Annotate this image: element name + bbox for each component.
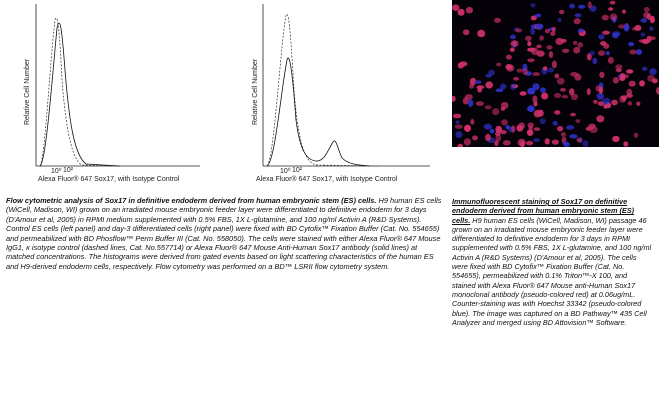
nucleus-red <box>545 29 550 33</box>
nucleus-blue <box>649 68 656 75</box>
sox17-curve-right <box>267 58 370 166</box>
nucleus-red <box>525 36 532 41</box>
nucleus-red <box>550 32 555 36</box>
nucleus-red <box>656 87 659 94</box>
nucleus-red <box>485 81 493 88</box>
nucleus-red <box>610 1 616 5</box>
nucleus-red <box>518 122 525 129</box>
nucleus-red <box>527 41 531 46</box>
nucleus-red <box>503 140 511 145</box>
nucleus-red <box>608 57 614 64</box>
nucleus-red <box>515 28 522 32</box>
nucleus-red <box>588 124 596 130</box>
nucleus-blue <box>592 58 597 65</box>
histogram-left <box>0 0 220 200</box>
nucleus-red <box>543 66 547 70</box>
nucleus-red <box>628 101 632 105</box>
nucleus-red <box>555 74 559 79</box>
nucleus-red <box>576 138 582 143</box>
xlabel-right: Alexa Fluor® 647 Sox17, with Isotype Control <box>256 176 398 183</box>
nucleus-blue <box>642 67 647 71</box>
nucleus-red <box>629 81 636 87</box>
caption-left-body: H9 human ES cells (WiCell, Madison, WI) grown on an irradiated mouse embryonic feeder layer were differentiated to definitive endoderm for 3 days (D'Amour et al, 2005) in RPMI medium supplemented with 0.5% FBS, 1X L-glutamine, and 100 ng/ml Activin A (R&D Systems). Control ES cells (left panel) and day-3 differentiated cells (right panel) were fixed with BD Cytofix™ Fixation Buffer (Cat. No. 554655) and permeabilized with BD Phosflow™ Perm Buffer III (Cat. No. 558050). The cells were stained with either Alexa Fluor® 647 Mouse IgG1, κ isotype control (dashed lines, Cat. No.557714) or Alexa Fluor® 647 Mouse Anti-Human Sox17 antibody (solid lines) at matched concentrations. The histograms were derived from gated events based on light scattering characteristics of the human ES and H9-derived endoderm cells, respectively. Flow cytometry was performed on a BD™ LSRII flow cytometry system. <box>6 196 442 271</box>
nucleus-red <box>472 135 478 140</box>
nucleus-red <box>588 1 592 8</box>
nucleus-red <box>527 58 535 62</box>
nucleus-red <box>626 94 633 98</box>
nucleus-red <box>573 47 580 54</box>
xlabel-left: Alexa Fluor® 647 Sox17, with Isotype Control <box>38 176 180 183</box>
nucleus-red <box>639 39 647 43</box>
nucleus-red <box>632 27 639 31</box>
nucleus-red <box>476 101 484 106</box>
nucleus-red <box>569 88 574 95</box>
nucleus-red <box>549 51 553 58</box>
nucleus-red <box>560 88 566 92</box>
nucleus-red <box>523 68 528 75</box>
nucleus-blue <box>583 140 589 147</box>
nucleus-red <box>526 141 533 146</box>
nucleus-red <box>452 4 459 11</box>
nucleus-red <box>552 140 559 145</box>
tick-right-1: 10² <box>292 167 303 174</box>
nucleus-red <box>596 115 604 122</box>
nucleus-red <box>602 31 610 35</box>
nucleus-red <box>552 27 556 32</box>
cell-nuclei <box>452 0 659 147</box>
nucleus-blue <box>569 134 577 138</box>
nucleus-blue <box>602 98 610 104</box>
nucleus-red <box>600 41 606 46</box>
nucleus-blue <box>569 4 575 9</box>
nucleus-red <box>492 108 499 115</box>
isotype-curve-left <box>40 18 120 166</box>
nucleus-red <box>647 75 654 82</box>
nucleus-red <box>557 78 565 85</box>
nucleus-blue <box>530 28 535 34</box>
nucleus-red <box>464 138 471 145</box>
ylabel-left: Relative Cell Number <box>24 58 31 125</box>
nucleus-blue <box>566 125 574 130</box>
nucleus-red <box>644 7 650 12</box>
nucleus-red <box>559 10 564 14</box>
caption-left <box>6 196 442 271</box>
histogram-right <box>230 0 450 200</box>
nucleus-red <box>534 110 541 118</box>
nucleus-red <box>463 29 470 35</box>
nucleus-red <box>496 63 501 67</box>
nucleus-red <box>554 93 561 98</box>
nucleus-red <box>458 144 464 147</box>
nucleus-red <box>557 126 563 132</box>
nucleus-red <box>531 48 538 55</box>
nucleus-blue <box>548 68 554 73</box>
nucleus-blue <box>540 87 546 93</box>
nucleus-red <box>534 127 541 131</box>
nucleus-red <box>562 95 568 99</box>
tick-right-0: 10⁰ <box>280 168 291 175</box>
nucleus-red <box>469 84 474 89</box>
nucleus-blue <box>468 100 473 107</box>
nucleus-red <box>513 77 519 81</box>
nucleus-red <box>532 72 540 76</box>
nucleus-blue <box>506 125 511 130</box>
ylabel-right: Relative Cell Number <box>252 58 259 125</box>
nucleus-red <box>610 13 618 20</box>
nucleus-red <box>622 10 626 14</box>
nucleus-blue <box>598 34 604 39</box>
nucleus-red <box>636 102 640 107</box>
nucleus-blue <box>590 51 595 56</box>
tick-left-0: 10⁰ <box>51 168 62 175</box>
nucleus-red <box>517 69 523 73</box>
nucleus-red <box>575 119 580 123</box>
nucleus-blue <box>535 14 541 18</box>
nucleus-red <box>626 69 633 73</box>
isotype-curve-right <box>267 14 380 166</box>
nucleus-red <box>455 125 463 129</box>
nucleus-red <box>623 141 628 146</box>
nucleus-blue <box>578 29 584 33</box>
nucleus-blue <box>490 129 494 134</box>
caption-right-title: Immunofluorescent staining of Sox17 on definitive endoderm derived from human embryonic stem (ES) cells. <box>452 197 635 225</box>
nucleus-red <box>616 68 622 72</box>
nucleus-blue <box>641 33 645 37</box>
nucleus-red <box>520 91 527 95</box>
nucleus-red <box>511 125 515 133</box>
nucleus-red <box>613 77 619 84</box>
nucleus-red <box>527 129 533 136</box>
nucleus-red <box>612 136 620 142</box>
nucleus-red <box>639 80 645 86</box>
nucleus-blue <box>510 35 516 40</box>
histogram-right-plot <box>230 0 450 200</box>
sox17-curve-left <box>40 23 120 166</box>
nucleus-blue <box>606 51 610 55</box>
caption-right <box>452 197 652 327</box>
nucleus-red <box>587 88 591 95</box>
nucleus-blue <box>557 18 561 22</box>
nucleus-blue <box>597 93 604 100</box>
nucleus-red <box>495 134 501 141</box>
nucleus-red <box>452 96 456 102</box>
nucleus-blue <box>510 84 516 91</box>
nucleus-red <box>598 50 605 56</box>
caption-right-body: H9 human ES cells (WiCell, Madison, WI) passage 46 grown on an irradiated mouse embryonic feeder layer were differentiated to definitive endoderm for 3 days in RPMI supplemented with 0.5% FBS, 1X L-glutamine, and 100 ng/ml Activin A (R&D Systems) (D'Amour et al, 2005). The cells were fixed with BD Cytofix™ Fixation Buffer (Cat. No. 554655), permeabilized with 0.1% Triton™-X 100, and stained with Alexa Fluor® 647 Mouse anti-Human Sox17 monoclonal antibody (pseudo-colored red) at 0.06ug/mL. Counter-staining was with Hoechst 33342 (pseudo-colored blue). The image was captured on a BD Pathway™ 435 Cell Analyzer and merged using BD Attovision™ Software. <box>452 215 652 327</box>
nucleus-red <box>546 45 552 49</box>
nucleus-blue <box>530 3 535 7</box>
nucleus-blue <box>575 13 582 17</box>
nucleus-blue <box>456 120 460 124</box>
nucleus-red <box>470 119 474 125</box>
nucleus-blue <box>628 42 634 46</box>
caption-left-title: Flow cytometric analysis of Sox17 in definitive endoderm derived from human embryonic stem (ES) cells. <box>6 196 377 205</box>
nucleus-red <box>599 72 604 78</box>
nucleus-red <box>539 35 544 40</box>
nucleus-red <box>620 73 626 80</box>
nucleus-red <box>510 47 515 52</box>
nucleus-red <box>552 61 557 69</box>
nucleus-red <box>506 65 514 72</box>
nucleus-red <box>536 45 542 49</box>
nucleus-blue <box>552 121 558 126</box>
nucleus-red <box>573 41 577 45</box>
nucleus-blue <box>540 118 546 124</box>
nucleus-red <box>603 105 607 109</box>
nucleus-blue <box>612 31 620 36</box>
nucleus-red <box>464 125 471 132</box>
nucleus-red <box>570 113 576 117</box>
nucleus-blue <box>532 83 539 90</box>
nucleus-red <box>458 9 465 16</box>
nucleus-red <box>501 102 509 109</box>
nucleus-red <box>501 119 508 125</box>
nucleus-red <box>511 40 519 47</box>
nucleus-red <box>574 74 581 81</box>
nucleus-red <box>561 132 566 137</box>
nucleus-red <box>602 15 609 21</box>
nucleus-blue <box>578 5 585 9</box>
nucleus-red <box>485 105 492 109</box>
nucleus-red <box>463 97 469 104</box>
nucleus-red <box>555 38 563 45</box>
nucleus-red <box>518 139 526 147</box>
nucleus-blue <box>533 138 540 142</box>
nucleus-red <box>593 100 598 104</box>
nucleus-red <box>611 100 618 106</box>
nucleus-red <box>477 30 485 37</box>
nucleus-blue <box>641 18 648 22</box>
nucleus-blue <box>636 49 642 55</box>
nucleus-red <box>545 138 550 144</box>
nucleus-red <box>608 7 613 11</box>
nucleus-red <box>574 18 581 24</box>
nucleus-blue <box>488 70 495 76</box>
immunofluorescence-micrograph <box>452 0 659 147</box>
nucleus-red <box>485 134 491 141</box>
nucleus-red <box>506 55 512 60</box>
nucleus-blue <box>649 26 653 31</box>
nucleus-blue <box>475 80 482 84</box>
nucleus-blue <box>484 124 492 130</box>
nucleus-red <box>596 85 602 91</box>
nucleus-red <box>647 13 652 20</box>
nucleus-red <box>562 49 569 53</box>
nucleus-red <box>554 110 560 115</box>
tick-left-1: 10² <box>63 167 74 174</box>
nucleus-red <box>494 18 501 23</box>
nucleus-red <box>476 85 484 89</box>
nucleus-blue <box>455 131 462 138</box>
nucleus-blue <box>500 84 506 90</box>
nucleus-red <box>629 50 636 55</box>
nucleus-blue <box>624 24 630 31</box>
nucleus-red <box>466 7 473 14</box>
nucleus-red <box>532 95 537 103</box>
nucleus-red <box>453 114 461 119</box>
histogram-left-plot <box>0 0 220 200</box>
nucleus-red <box>634 133 638 138</box>
nucleus-red <box>459 61 467 66</box>
nucleus-blue <box>527 105 535 112</box>
nucleus-blue <box>535 24 543 30</box>
nucleus-red <box>541 93 548 100</box>
nucleus-red <box>577 42 583 48</box>
